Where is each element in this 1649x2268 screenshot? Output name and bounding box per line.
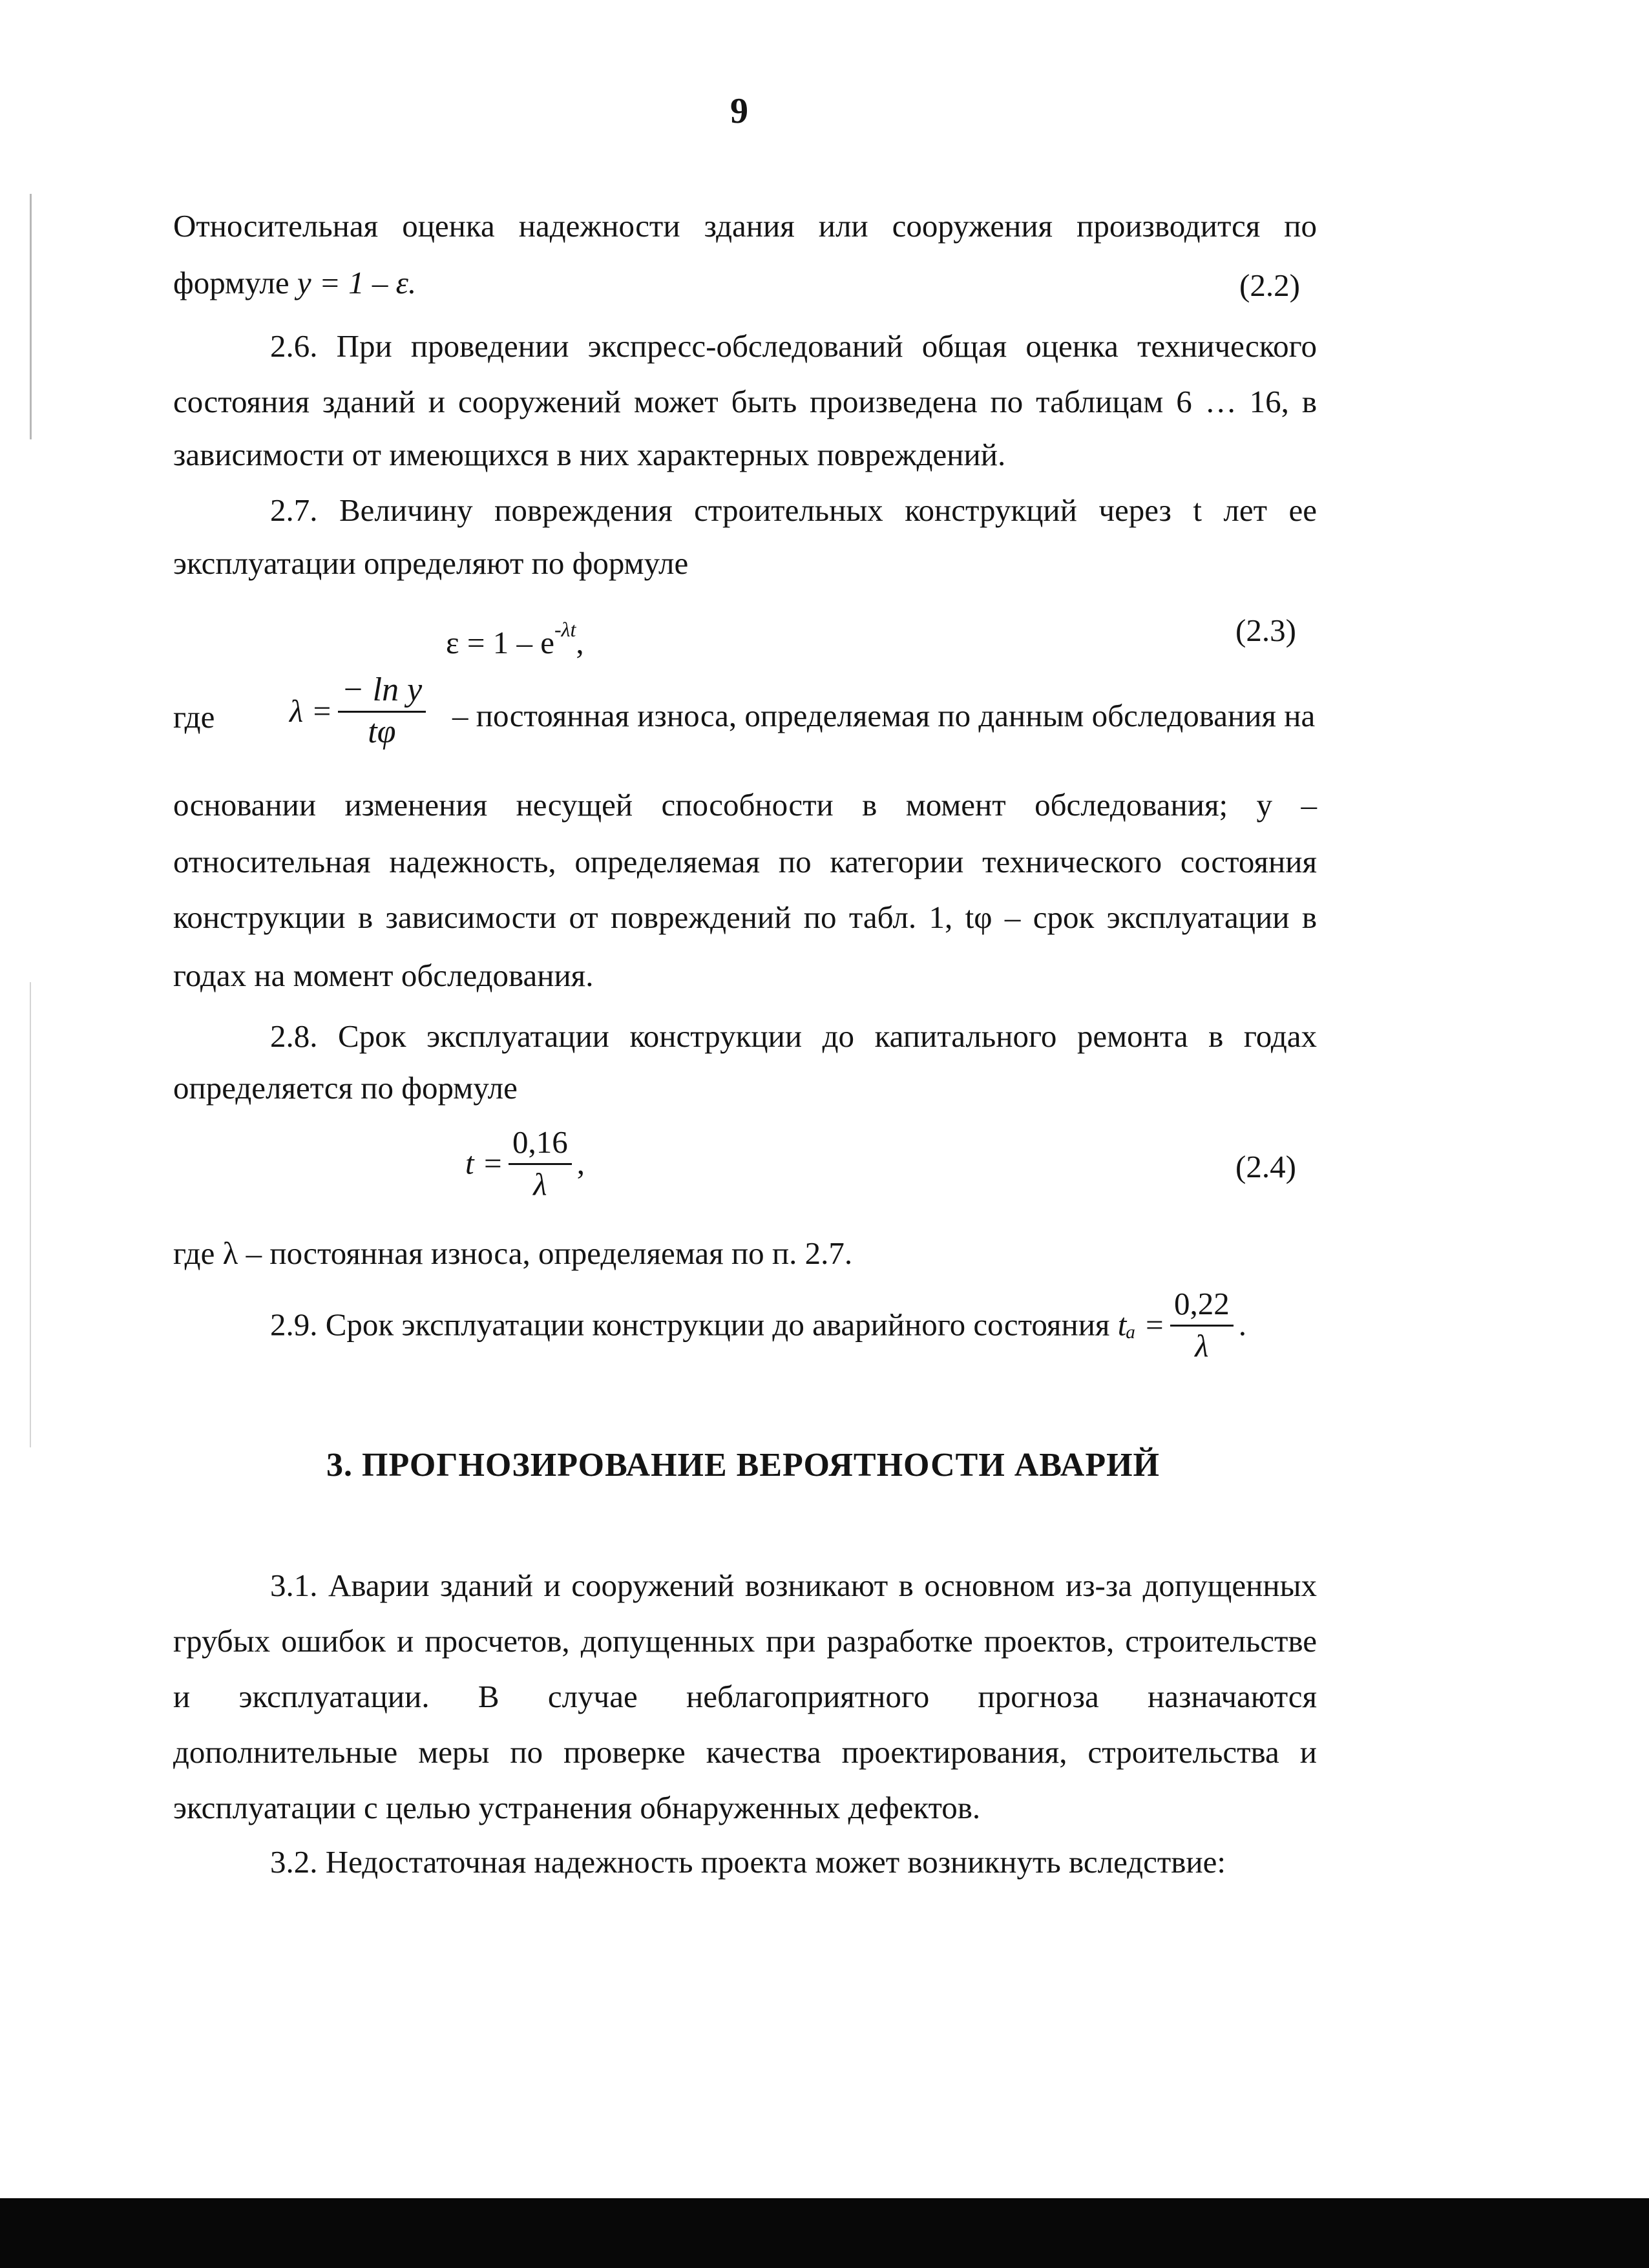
- formula-2-3: [446, 610, 584, 662]
- equation-number: (2.2): [1239, 268, 1300, 303]
- section-heading: 3. ПРОГНОЗИРОВАНИЕ ВЕРОЯТНОСТИ АВАРИЙ: [326, 1447, 1160, 1484]
- fraction: [1170, 1286, 1234, 1364]
- formula-lambda: [289, 672, 431, 750]
- text: формуле: [173, 265, 297, 300]
- where-label: где: [173, 699, 215, 735]
- paragraph-line: – постоянная износа, определяемая по данным обследования на: [452, 698, 1316, 733]
- fraction: [338, 672, 426, 750]
- paragraph-line: эксплуатации определяют по формуле: [173, 545, 689, 581]
- formula-exponent: -λt: [554, 618, 576, 641]
- fraction: [509, 1124, 572, 1202]
- equation-number: (2.4): [1235, 1149, 1296, 1184]
- fraction-denominator: tφ: [368, 713, 396, 750]
- fraction-numerator: 0,22: [1170, 1286, 1234, 1327]
- paragraph-line: 2.8. Срок эксплуатации конструкции до капитального ремонта в годах: [270, 1018, 1317, 1054]
- paragraph-line: эксплуатации с целью устранения обнаруженных дефектов.: [173, 1790, 981, 1825]
- formula-lhs: tₐ =: [1117, 1307, 1165, 1343]
- text: 2.9. Срок эксплуатации конструкции до аварийного состояния: [270, 1307, 1118, 1343]
- paragraph-line: определяется по формуле: [173, 1070, 518, 1106]
- paragraph-line: 2.6. При проведении экспресс-обследований общая оценка технического: [270, 328, 1317, 364]
- formula-inline: y = 1 – ε.: [297, 265, 417, 300]
- paragraph-line: грубых ошибок и просчетов, допущенных при разработке проектов, строительстве: [173, 1623, 1317, 1659]
- paragraph-line: 2.7. Величину повреждения строительных конструкций через t лет ее: [270, 492, 1317, 528]
- paragraph-line: 3.1. Аварии зданий и сооружений возникают в основном из-за допущенных: [270, 1568, 1317, 1603]
- scan-edge-line: [30, 982, 31, 1447]
- formula-comma: ,: [576, 1145, 585, 1181]
- paragraph-line: годах на момент обследования.: [173, 958, 594, 993]
- paragraph-line: относительная надежность, определяемая по категории технического состояния: [173, 844, 1317, 879]
- paragraph-line: 3.2. Недостаточная надежность проекта может возникнуть вследствие:: [270, 1844, 1226, 1880]
- fraction-denominator: λ: [1195, 1328, 1209, 1363]
- paragraph-line: [270, 1286, 1246, 1364]
- paragraph-line: состояния зданий и сооружений может быть произведена по таблицам 6 … 16, в: [173, 384, 1317, 419]
- paragraph-line: основании изменения несущей способности в момент обследования; y –: [173, 787, 1317, 823]
- paragraph-line: конструкции в зависимости от повреждений по табл. 1, tφ – срок эксплуатации в: [173, 899, 1317, 935]
- fraction-denominator: λ: [533, 1166, 547, 1202]
- paragraph-line: Относительная оценка надежности здания или сооружения производится по: [173, 208, 1317, 244]
- page-number: 9: [730, 91, 748, 131]
- formula-lhs: λ =: [289, 693, 333, 729]
- formula-lhs: t =: [465, 1145, 503, 1181]
- paragraph-line: зависимости от имеющихся в них характерных повреждений.: [173, 437, 1006, 472]
- paragraph-line: дополнительные меры по проверке качества проектирования, строительства и: [173, 1734, 1317, 1770]
- formula-comma: ,: [576, 625, 584, 660]
- formula-dot: .: [1238, 1307, 1246, 1343]
- paragraph-line: [173, 264, 416, 302]
- equation-number: (2.3): [1235, 613, 1296, 648]
- paragraph-line: и эксплуатации. В случае неблагоприятного прогноза назначаются: [173, 1679, 1317, 1714]
- formula-2-4: [465, 1124, 585, 1202]
- paragraph-line: где λ – постоянная износа, определяемая по п. 2.7.: [173, 1235, 853, 1271]
- scan-border-bottom: [0, 2198, 1649, 2268]
- scan-edge-line: [30, 194, 32, 439]
- formula-text: ε = 1 – e: [446, 625, 554, 660]
- fraction-numerator: − ln y: [338, 672, 426, 713]
- fraction-numerator: 0,16: [509, 1124, 572, 1165]
